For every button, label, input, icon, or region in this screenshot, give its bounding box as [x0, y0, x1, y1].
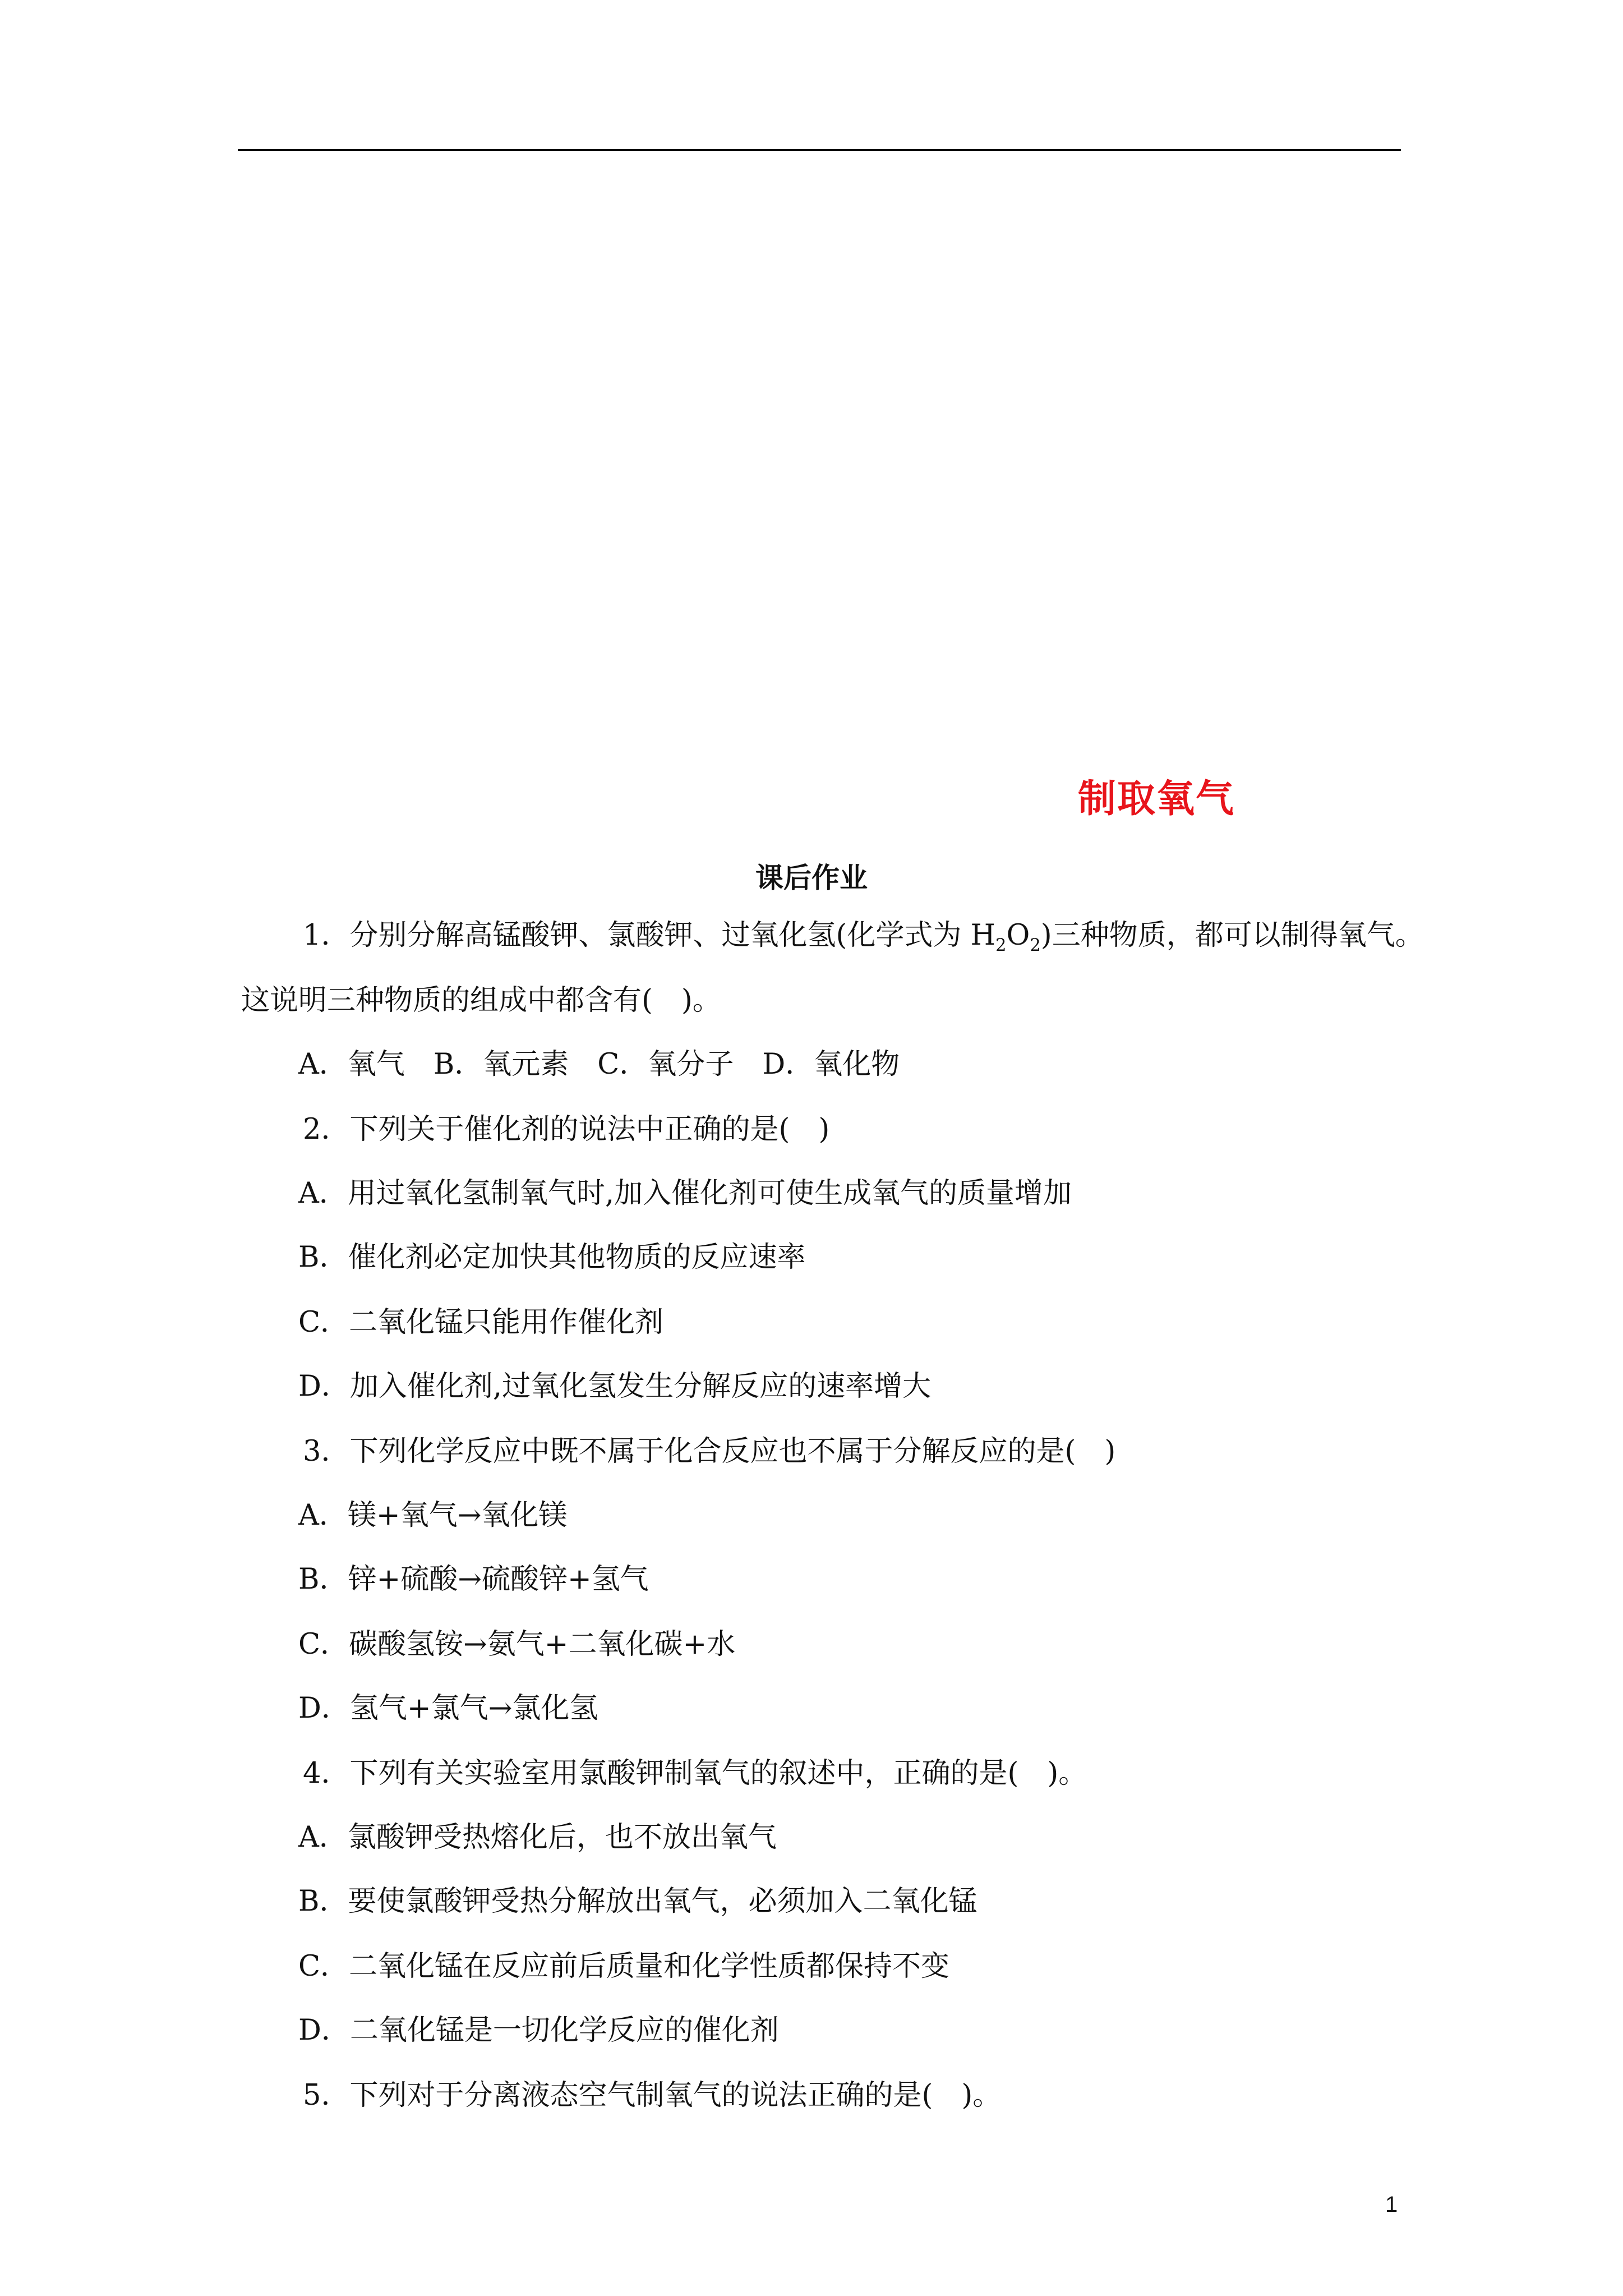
question-4-option-d: D．二氧化锰是一切化学反应的催化剂	[298, 2014, 779, 2047]
question-4-stem: 4．下列有关实验室用氯酸钾制氧气的叙述中，正确的是( )。	[303, 1757, 1087, 1790]
header-rule	[238, 149, 1401, 151]
question-2-option-b: B．催化剂必定加快其他物质的反应速率	[298, 1241, 806, 1274]
question-4-option-a: A．氯酸钾受热熔化后，也不放出氧气	[298, 1821, 777, 1854]
question-2-option-d: D．加入催化剂,过氧化氢发生分解反应的速率增大	[298, 1370, 932, 1403]
document-title: 制取氧气	[1078, 777, 1235, 821]
question-2-option-c: C．二氧化锰只能用作催化剂	[298, 1306, 664, 1339]
question-1-stem-continued: 这说明三种物质的组成中都含有( )。	[241, 984, 721, 1017]
question-3-stem: 3．下列化学反应中既不属于化合反应也不属于分解反应的是( )	[303, 1435, 1116, 1468]
question-3-option-a: A．镁+氧气→氧化镁	[298, 1499, 568, 1532]
question-5-stem: 5．下列对于分离液态空气制氧气的说法正确的是( )。	[303, 2079, 1002, 2112]
question-2-stem: 2．下列关于催化剂的说法中正确的是( )	[303, 1113, 830, 1146]
question-3-option-c: C．碳酸氢铵→氨气+二氧化碳+水	[298, 1628, 736, 1661]
question-1-options: A．氧气 B．氧元素 C．氧分子 D．氧化物	[298, 1048, 900, 1081]
page-number: 1	[1385, 2192, 1398, 2217]
question-4-option-b: B．要使氯酸钾受热分解放出氧气，必须加入二氧化锰	[298, 1885, 978, 1918]
question-3-option-d: D．氢气+氯气→氯化氢	[298, 1692, 598, 1725]
question-4-option-c: C．二氧化锰在反应前后质量和化学性质都保持不变	[298, 1950, 950, 1983]
question-1-stem: 1．分别分解高锰酸钾、氯酸钾、过氧化氢(化学式为 $H_2O_2$)三种物质，都可以制得氧气。	[303, 919, 1424, 956]
question-2-option-a: A．用过氧化氢制氧气时,加入催化剂可使生成氧气的质量增加	[298, 1177, 1072, 1210]
section-heading: 课后作业	[755, 862, 868, 894]
question-3-option-b: B．锌+硫酸→硫酸锌+氢气	[298, 1563, 649, 1596]
